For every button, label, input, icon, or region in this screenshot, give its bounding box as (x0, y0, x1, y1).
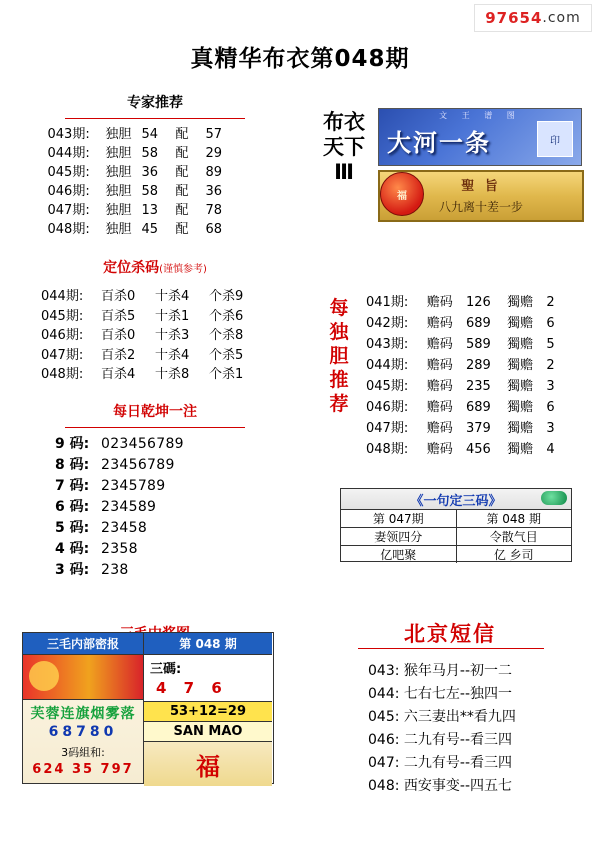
table-row (48, 182, 263, 201)
row-period: 048期: (41, 367, 84, 382)
row-label1: 赡码 (426, 358, 453, 373)
row-hundreds: 百杀2 (101, 347, 136, 363)
row-period: 045期: (47, 165, 90, 180)
row-label: 独胆 (105, 203, 132, 218)
row-period: 046期: (47, 184, 90, 199)
row-label2: 獨赡 (507, 337, 534, 352)
sanmao-brand: SAN MAO (144, 722, 272, 742)
table-cell: 妻领四分 (341, 528, 457, 545)
row-value: 2358 (101, 540, 138, 557)
row-period: 046期: (366, 400, 409, 415)
row-hundreds: 百杀5 (101, 308, 136, 324)
list-item: 043: 猴年马月--初一二 (368, 663, 512, 679)
divider-beijing (358, 648, 544, 649)
watermark-number: 97654 (485, 9, 543, 27)
kill-heading-note: (谨慎参考) (159, 264, 207, 275)
row-single: 6 (546, 316, 555, 331)
row-codes: 126 (466, 295, 491, 310)
sanmao-qi-number: 048 (195, 637, 221, 651)
row-single: 6 (546, 400, 555, 415)
row-single: 3 (546, 379, 555, 394)
table-cell: 第 048 期 (486, 512, 542, 526)
list-item (55, 560, 255, 581)
left-column (20, 92, 290, 656)
decor-icon (541, 491, 567, 505)
row-hundreds: 百杀0 (101, 328, 136, 343)
banner-small-text: 文 王 谱 图 (439, 111, 521, 120)
qiankun-list (55, 434, 255, 581)
row-codes: 689 (466, 400, 491, 415)
row-single: 2 (546, 358, 555, 373)
divider-expert (65, 118, 245, 119)
table-row (48, 125, 263, 144)
kill-heading (20, 257, 290, 279)
row-period: 047期: (41, 347, 84, 363)
sanmao-numbers: 68780 (48, 724, 118, 740)
row-period: 042期: (366, 316, 409, 331)
row-label: 独胆 (105, 222, 132, 237)
row-n2: 89 (205, 165, 223, 180)
expert-list (48, 125, 263, 239)
table-cell: 亿 乡司 (493, 548, 534, 562)
row-key: 9 码: (55, 435, 90, 452)
row-codes: 289 (466, 358, 491, 373)
sanmao-combo-label: 3码組和: (61, 746, 105, 759)
row-n1: 58 (141, 146, 159, 161)
table-row (366, 313, 566, 334)
row-label2: 獨赡 (507, 295, 534, 310)
row-n2: 57 (205, 127, 223, 142)
row-label2: 獨赡 (507, 358, 534, 373)
table-row (48, 220, 263, 239)
table-row (366, 376, 566, 397)
list-item: 047: 二九有号--看三四 (368, 755, 512, 771)
row-label: 独胆 (105, 165, 132, 180)
row-ones: 个杀9 (209, 289, 244, 304)
row-period: 048期: (47, 222, 90, 237)
table-row (48, 201, 263, 220)
beijing-sms-list (368, 660, 588, 798)
sanmao-equation: 53+12=29 (144, 701, 272, 722)
row-label1: 赡码 (426, 421, 453, 436)
dahe-banner (378, 108, 582, 166)
table-cell: 令散气目 (489, 530, 538, 544)
sanmao-left-title: 三毛内部密报 (23, 633, 143, 655)
row-label1: 赡码 (426, 400, 453, 415)
row-label: 独胆 (105, 184, 132, 199)
row-n1: 36 (141, 165, 159, 180)
row-n1: 45 (141, 222, 159, 237)
row-label: 独胆 (105, 127, 132, 142)
row-value: 238 (101, 561, 129, 578)
watermark-domain: .com (542, 10, 581, 26)
seal-icon: 印 (537, 121, 573, 157)
list-item (55, 539, 255, 560)
sanmao-right-panel (144, 633, 272, 783)
sanmao-right-title (144, 633, 272, 655)
page-title: 真精华布衣第048期 (190, 46, 410, 72)
sanmao-lucky-chart (22, 632, 274, 784)
row-key: 6 码: (55, 498, 90, 515)
table-row (341, 510, 571, 528)
row-key: 5 码: (55, 519, 90, 536)
shengzhi-title: 聖 旨 (461, 179, 501, 194)
row-label1: 赡码 (426, 379, 453, 394)
row-tens: 十杀4 (155, 347, 190, 363)
table-row (41, 287, 269, 307)
row-tens: 十杀3 (155, 328, 190, 343)
row-value: 234589 (101, 498, 157, 515)
row-hundreds: 百杀0 (101, 289, 136, 304)
row-n2: 68 (205, 222, 223, 237)
sanmao-three-numbers: 4 7 6 (156, 679, 228, 697)
row-label1: 赡码 (426, 442, 453, 457)
row-period: 046期: (41, 328, 84, 343)
list-item: 044: 七右七左--独四一 (368, 686, 512, 702)
row-n1: 58 (141, 184, 159, 199)
row-pei: 配 (175, 165, 189, 180)
row-pei: 配 (175, 127, 189, 142)
sanmao-illustration (23, 655, 143, 700)
row-period: 047期: (366, 421, 409, 436)
table-row (366, 334, 566, 355)
row-period: 044期: (366, 358, 409, 373)
row-tens: 十杀8 (155, 367, 190, 382)
row-value: 23458 (101, 519, 148, 536)
row-key: 4 码: (55, 540, 90, 557)
table-cell: 第 047期 (341, 510, 457, 527)
row-label1: 赡码 (426, 316, 453, 331)
row-label2: 獨赡 (507, 421, 534, 436)
row-label: 独胆 (105, 146, 132, 161)
list-item: 048: 西安事变--四五七 (368, 778, 512, 794)
watermark (474, 4, 592, 32)
row-period: 047期: (47, 203, 90, 218)
list-item: 046: 二九有号--看三四 (368, 732, 512, 748)
sanmao-three-label: 三碼: (150, 662, 182, 677)
table-row (48, 144, 263, 163)
row-n2: 36 (205, 184, 223, 199)
row-codes: 456 (466, 442, 491, 457)
row-single: 3 (546, 421, 555, 436)
list-item: 045: 六三妻出**看九四 (368, 709, 516, 725)
row-ones: 个杀1 (209, 367, 244, 382)
row-key: 8 码: (55, 456, 90, 473)
yiju-three-code-table (340, 488, 572, 562)
kill-list (41, 287, 269, 385)
row-hundreds: 百杀4 (101, 367, 136, 382)
row-n1: 13 (141, 203, 159, 218)
table-row (366, 292, 566, 313)
shengzhi-phrase: 八九离十差一步 (438, 200, 523, 214)
yiju-title (341, 489, 571, 510)
table-row (41, 346, 269, 366)
row-single: 2 (546, 295, 555, 310)
red-seal-icon: 福 (380, 172, 424, 216)
dan-list (366, 292, 566, 460)
row-label2: 獨赡 (507, 442, 534, 457)
table-cell: 亿吧聚 (341, 546, 457, 563)
row-single: 5 (546, 337, 555, 352)
table-row (48, 163, 263, 182)
yiju-title-text: 《一句定三码》 (410, 493, 502, 509)
row-ones: 个杀5 (209, 347, 244, 363)
row-pei: 配 (175, 203, 189, 218)
row-codes: 589 (466, 337, 491, 352)
row-key: 3 码: (55, 561, 90, 578)
row-pei: 配 (175, 146, 189, 161)
table-row (341, 546, 571, 563)
buyi-vertical-title: 布衣天下Ⅲ (323, 110, 365, 184)
row-n2: 29 (205, 146, 223, 161)
expert-heading: 专家推荐 (127, 95, 183, 111)
row-period: 043期: (47, 127, 90, 142)
list-item (55, 518, 255, 539)
table-row (41, 365, 269, 385)
sanmao-combo-numbers: 624 35 797 (32, 762, 134, 777)
kill-heading-text: 定位杀码 (103, 260, 160, 276)
row-period: 044期: (41, 289, 84, 304)
row-period: 044期: (47, 146, 90, 161)
row-label2: 獨赡 (507, 400, 534, 415)
beijing-sms-heading: 北京短信 (404, 622, 496, 646)
row-value: 23456789 (101, 456, 175, 473)
row-key: 7 码: (55, 477, 90, 494)
table-row (41, 326, 269, 346)
table-row (341, 528, 571, 546)
table-row (366, 355, 566, 376)
table-row (366, 418, 566, 439)
row-value: 2345789 (101, 477, 166, 494)
qiankun-heading: 每日乾坤一注 (113, 403, 197, 420)
row-pei: 配 (175, 222, 189, 237)
list-item (55, 455, 255, 476)
dan-vertical-title: 每独胆推荐 (329, 297, 349, 415)
row-tens: 十杀4 (155, 289, 190, 304)
row-ones: 个杀8 (209, 328, 244, 343)
row-label2: 獨赡 (507, 379, 534, 394)
list-item (55, 434, 255, 455)
row-value: 023456789 (101, 435, 184, 452)
row-period: 045期: (366, 379, 409, 394)
row-codes: 235 (466, 379, 491, 394)
row-n2: 78 (205, 203, 223, 218)
row-codes: 689 (466, 316, 491, 331)
row-tens: 十杀1 (155, 308, 190, 324)
sanmao-left-panel (23, 633, 144, 783)
row-pei: 配 (175, 184, 189, 199)
row-period: 043期: (366, 337, 409, 352)
sanmao-slogan: 芙蓉连旗烟雾落 (30, 706, 136, 722)
row-n1: 54 (141, 127, 159, 142)
row-period: 041期: (366, 295, 409, 310)
table-row (366, 397, 566, 418)
fu-character: 福 (144, 742, 272, 786)
row-period: 045期: (41, 308, 84, 324)
row-label1: 赡码 (426, 337, 453, 352)
banner-main-text: 大河一条 (387, 129, 491, 157)
row-label2: 獨赡 (507, 316, 534, 331)
table-row (366, 439, 566, 460)
row-codes: 379 (466, 421, 491, 436)
list-item (55, 476, 255, 497)
sanmao-qi-suffix: 期 (224, 637, 237, 651)
sanmao-qi-prefix: 第 (179, 637, 192, 651)
divider-qiankun (65, 427, 245, 428)
row-label1: 赡码 (426, 295, 453, 310)
list-item (55, 497, 255, 518)
row-period: 048期: (366, 442, 409, 457)
row-single: 4 (546, 442, 555, 457)
row-ones: 个杀6 (209, 308, 244, 324)
table-row (41, 307, 269, 327)
